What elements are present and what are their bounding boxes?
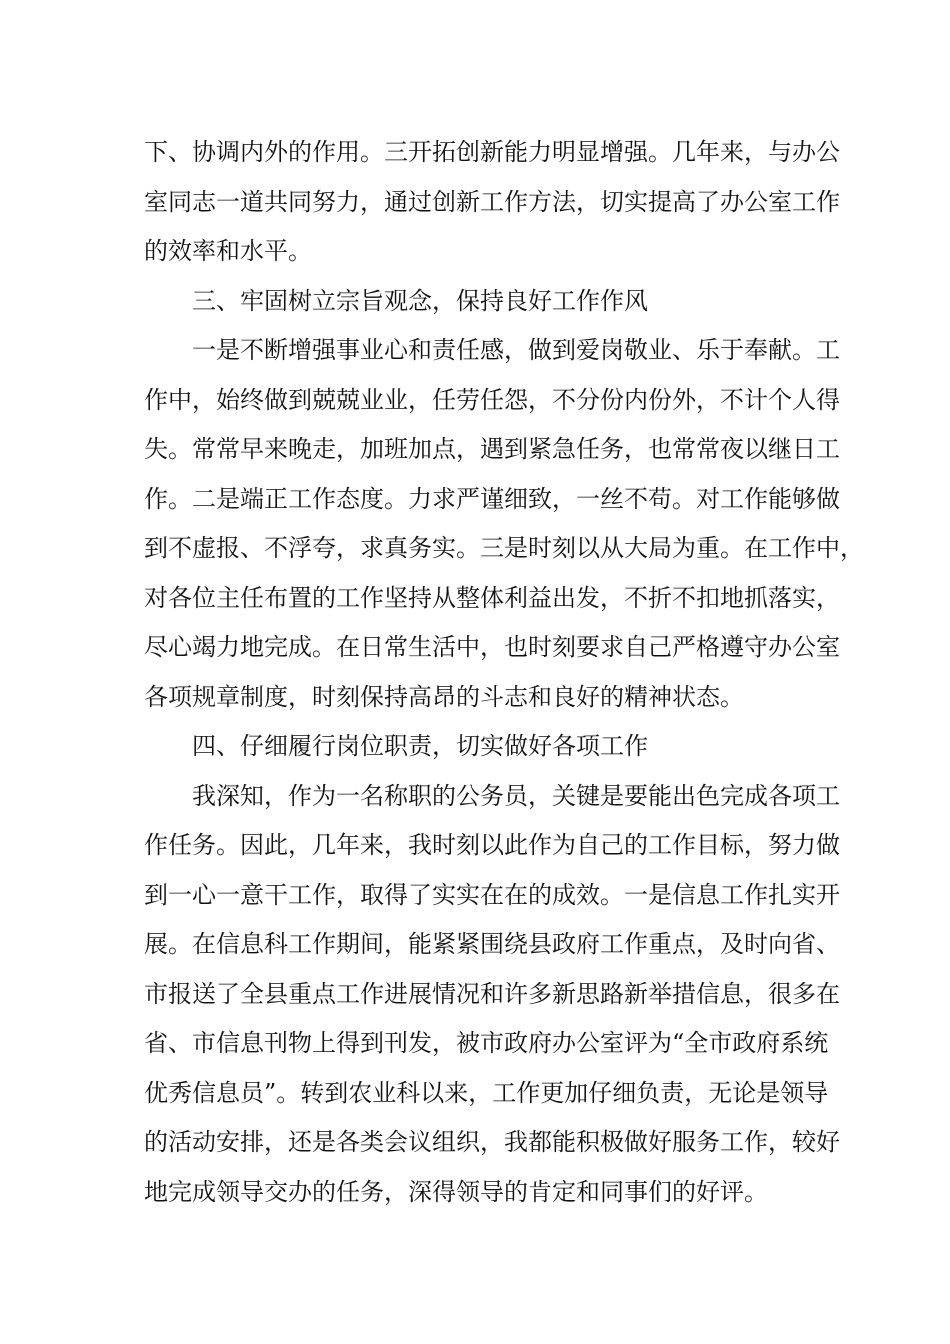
paragraph-line: 失。常常早来晚走，加班加点，遇到紧急任务，也常常夜以继日工 bbox=[144, 435, 840, 463]
paragraph-line: 到不虚报、不浮夸，求真务实。三是时刻以从大局为重。在工作中， bbox=[144, 534, 864, 562]
document-body bbox=[144, 128, 864, 1217]
paragraph-line: 我深知，作为一名称职的公务员，关键是要能出色完成各项工 bbox=[192, 781, 840, 810]
paragraph-line: 室同志一道共同努力，通过创新工作方法，切实提高了办公室工作 bbox=[144, 187, 840, 216]
paragraph-line: 的效率和水平。 bbox=[144, 237, 312, 265]
paragraph-line: 的活动安排，还是各类会议组织，我都能积极做好服务工作，较好 bbox=[144, 1128, 840, 1156]
paragraph-line: 到一心一意干工作，取得了实实在在的成效。一是信息工作扎实开 bbox=[144, 880, 840, 909]
paragraph-line: 下、协调内外的作用。三开拓创新能力明显增强。几年来，与办公 bbox=[144, 138, 840, 166]
paragraph-line: 一是不断增强事业心和责任感，做到爱岗敬业、乐于奉献。工 bbox=[192, 336, 840, 364]
paragraph-line: 各项规章制度，时刻保持高昂的斗志和良好的精神状态。 bbox=[144, 682, 744, 711]
paragraph-line: 优秀信息员”。转到农业科以来，工作更加仔细负责，无论是领导 bbox=[144, 1078, 829, 1107]
paragraph-line: 作。二是端正工作态度。力求严谨细致，一丝不苟。对工作能够做 bbox=[144, 484, 840, 513]
paragraph-line: 作中，始终做到兢兢业业，任劳任怨，不分份内份外，不计个人得 bbox=[144, 385, 840, 414]
paragraph-line: 对各位主任布置的工作坚持从整体利益出发，不折不扣地抓落实， bbox=[144, 583, 840, 612]
paragraph-line: 省、市信息刊物上得到刊发，被市政府办公室评为“全市政府系统 bbox=[144, 1029, 829, 1057]
paragraph-line: 地完成领导交办的任务，深得领导的肯定和同事们的好评。 bbox=[144, 1177, 768, 1206]
paragraph-line: 市报送了全县重点工作进展情况和许多新思路新举措信息，很多在 bbox=[144, 979, 840, 1008]
section-heading-four: 四、仔细履行岗位职责，切实做好各项工作 bbox=[192, 732, 648, 760]
paragraph-line: 展。在信息科工作期间，能紧紧围绕县政府工作重点，及时向省、 bbox=[144, 930, 840, 958]
section-heading-three: 三、牢固树立宗旨观念，保持良好工作作风 bbox=[192, 286, 648, 315]
paragraph-line: 尽心竭力地完成。在日常生活中，也时刻要求自己严格遵守办公室 bbox=[144, 633, 840, 661]
paragraph-line: 作任务。因此，几年来，我时刻以此作为自己的工作目标，努力做 bbox=[144, 831, 840, 859]
